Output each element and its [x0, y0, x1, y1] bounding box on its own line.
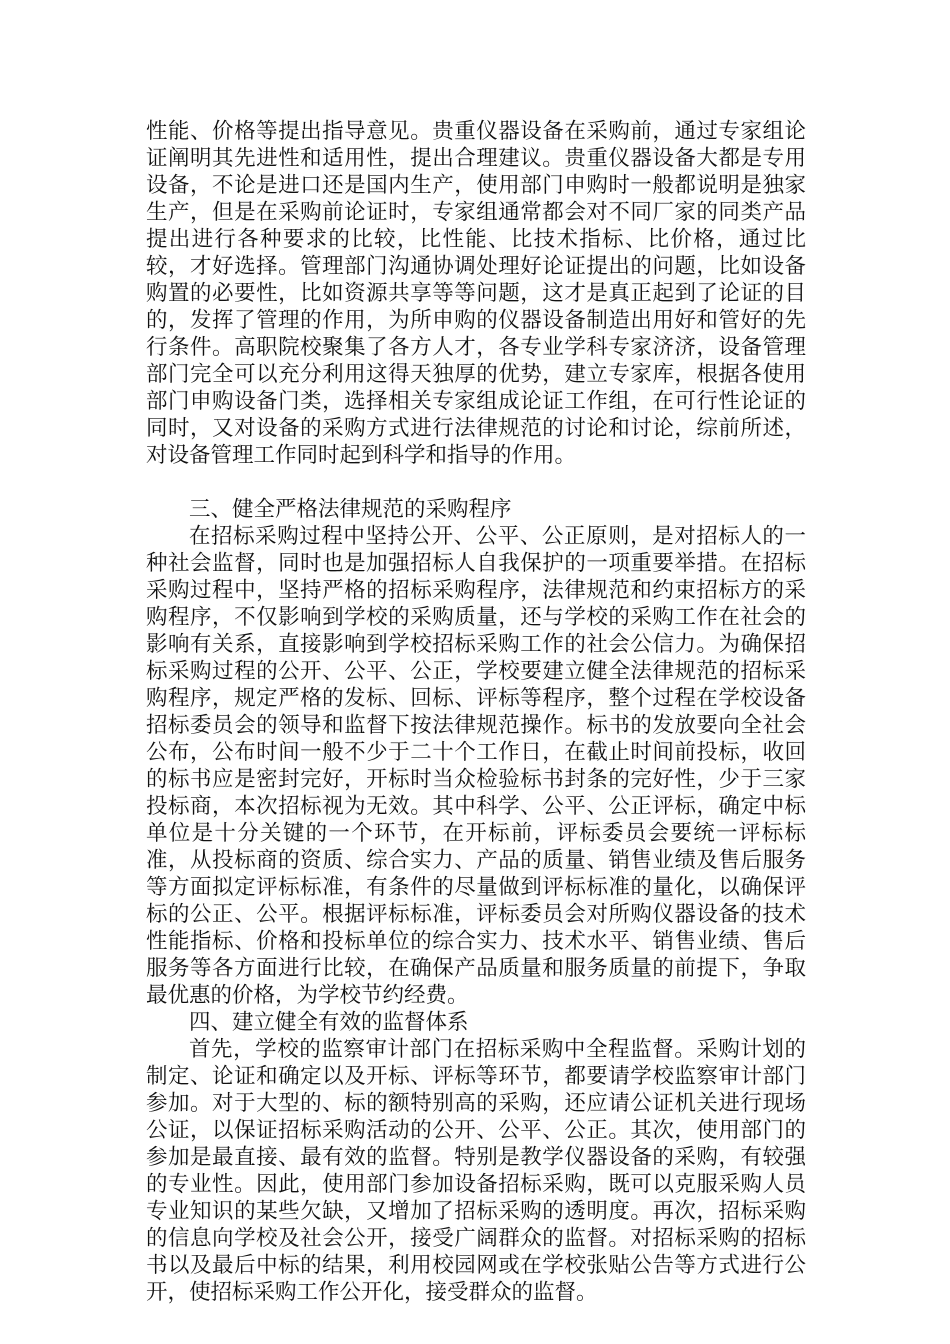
document-page: [146, 118, 806, 1306]
paragraph-gap: [146, 469, 806, 496]
section-heading-supervision-system: 四、建立健全有效的监督体系: [189, 1010, 469, 1035]
section-heading-procurement-procedure: 三、健全严格法律规范的采购程序: [189, 497, 512, 522]
paragraph-evaluation: 性能、价格等提出指导意见。贵重仪器设备在采购前，通过专家组论证阐明其先进性和适用性，提出合理建议。贵重仪器设备大都是专用设备，不论是进口还是国内生产，使用部门申购时一般都说明是独家生产，但是在采购前论证时，专家组通常都会对不同厂家的同类产品提出进行各种要求的比较，比性能、比技术指标、比价格，通过比较，才好选择。管理部门沟通协调处理好论证提出的问题，比如设备购置的必要性，比如资源共享等等问题，这才是真正起到了论证的目的，发挥了管理的作用，为所申购的仪器设备制造出用好和管好的先行条件。高职院校聚集了各方人才，各专业学科专家济济，设备管理部门完全可以充分利用这得天独厚的优势，建立专家库，根据各使用部门申购设备门类，选择相关专家组成论证工作组，在可行性论证的同时，又对设备的采购方式进行法律规范的讨论和讨论，综前所述，对设备管理工作同时起到科学和指导的作用。: [146, 119, 806, 468]
paragraph-procurement-procedure: 在招标采购过程中坚持公开、公平、公正原则，是对招标人的一种社会监督，同时也是加强招标人自我保护的一项重要举措。在招标采购过程中，坚持严格的招标采购程序，法律规范和约束招标方的采购程序，不仅影响到学校的采购质量，还与学校的采购工作在社会的影响有关系，直接影响到学校招标采购工作的社会公信力。为确保招标采购过程的公开、公平、公正，学校要建立健全法律规范的招标采购程序，规定严格的发标、回标、评标等程序，整个过程在学校设备招标委员会的领导和监督下按法律规范操作。标书的发放要向全社会公布，公布时间一般不少于二十个工作日，在截止时间前投标，收回的标书应是密封完好，开标时当众检验标书封条的完好性，少于三家投标商，本次招标视为无效。其中科学、公平、公正评标，确定中标单位是十分关键的一个环节，在开标前，评标委员会要统一评标标准，从投标商的资质、综合实力、产品的质量、销售业绩及售后服务等方面拟定评标标准，有条件的尽量做到评标标准的量化，以确保评标的公正、公平。根据评标标准，评标委员会对所购仪器设备的技术性能指标、价格和投标单位的综合实力、技术水平、销售业绩、售后服务等各方面进行比较，在确保产品质量和服务质量的前提下，争取最优惠的价格，为学校节约经费。: [146, 524, 806, 1008]
paragraph-supervision-system: 首先，学校的监察审计部门在招标采购中全程监督。采购计划的制定、论证和确定以及开标、评标等环节，都要请学校监察审计部门参加。对于大型的、标的额特别高的采购，还应请公证机关进行现场公证，以保证招标采购活动的公开、公平、公正。其次，使用部门的参加是最直接、最有效的监督。特别是教学仪器设备的采购，有较强的专业性。因此，使用部门参加设备招标采购，既可以克服采购人员专业知识的某些欠缺，又增加了招标采购的透明度。再次，招标采购的信息向学校及社会公开，接受广阔群众的监督。对招标采购的招标书以及最后中标的结果，利用校园网或在学校张贴公告等方式进行公开，使招标采购工作公开化，接受群众的监督。: [146, 1037, 806, 1305]
